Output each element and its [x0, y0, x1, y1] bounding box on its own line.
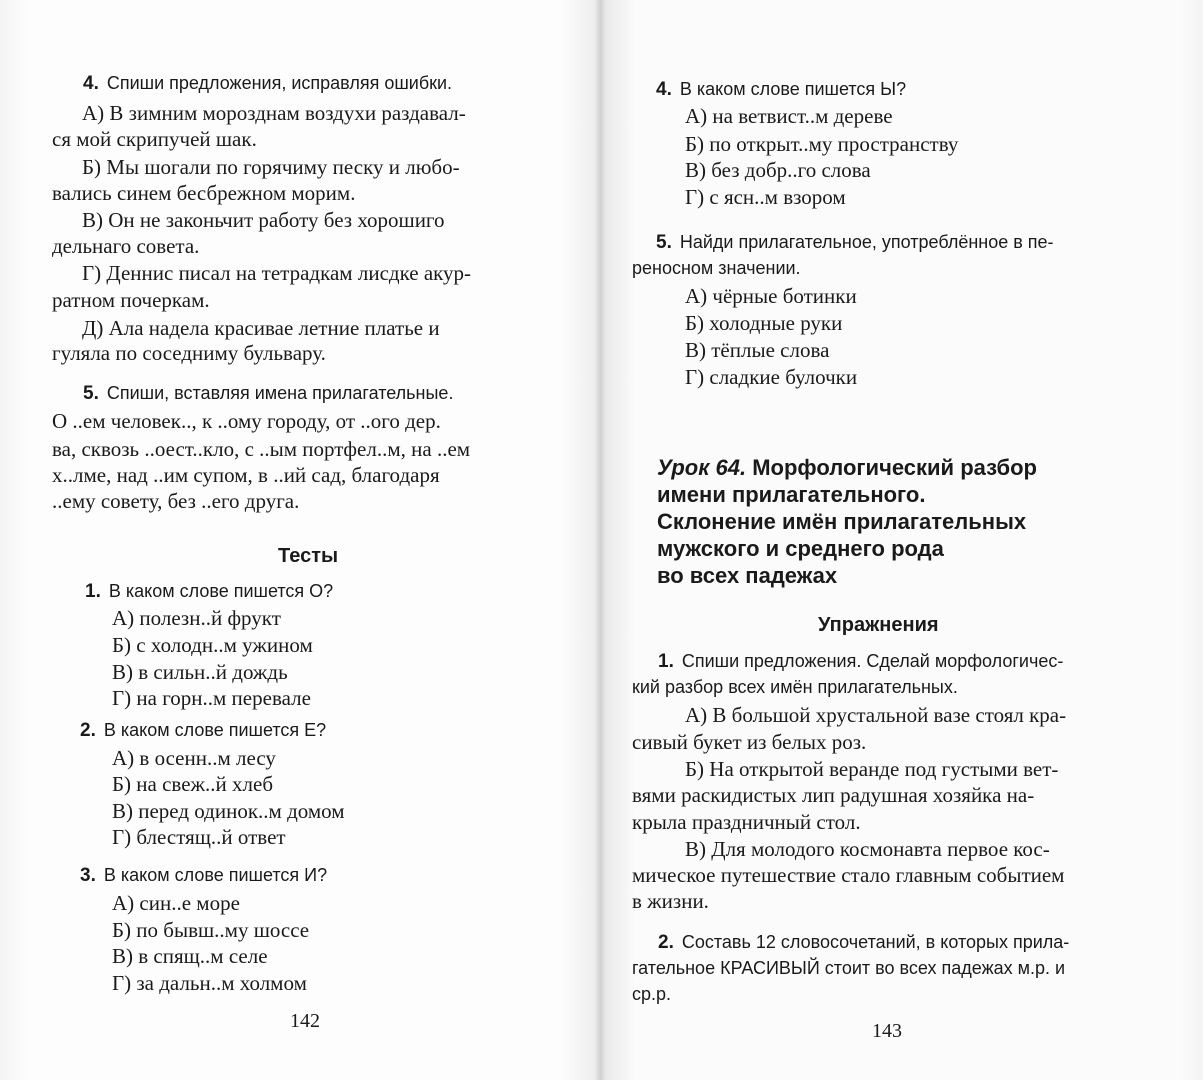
test-3-question: 3. В каком слове пишется И? — [80, 865, 328, 886]
exercise-2-text-cont: ср.р. — [632, 984, 672, 1004]
exercise-1-line: мическое путешествие стало главным событием — [632, 863, 1065, 887]
test-1-option: А) полезн..й фрукт — [112, 606, 281, 630]
exercise-2-text: 2. Составь 12 словосочетаний, в которых прила- — [658, 932, 1070, 953]
exercise-2-text-cont: гательное КРАСИВЫЙ стоит во всех падежах м.р. и — [632, 958, 1066, 978]
test-1-question: 1. В каком слове пишется О? — [85, 581, 334, 602]
test-5-question-cont: реносном значении. — [632, 258, 801, 278]
exercise-1-line: сивый букет из белых роз. — [632, 730, 867, 754]
test-3-option: В) в спящ..м селе — [112, 944, 268, 968]
exercise-1-line: крыла праздничный стол. — [632, 810, 861, 834]
left-page — [0, 0, 600, 1080]
test-2-question: 2. В каком слове пишется Е? — [80, 720, 327, 741]
page-number: 143 — [872, 1020, 902, 1042]
exercise-4-line: ся мой скрипучей шак. — [52, 127, 257, 151]
exercise-4-line: Д) Ала надела красивае летние платье и — [82, 316, 440, 340]
exercise-5-line: ..ему совету, без ..его друга. — [52, 489, 300, 513]
test-1-option: В) в сильн..й дождь — [112, 660, 288, 684]
exercise-1-line: в жизни. — [632, 889, 709, 913]
exercise-4-line: гуляла по соседниму бульвару. — [52, 341, 326, 365]
test-4-option: Г) с ясн..м взором — [685, 185, 846, 209]
test-3-option: Г) за дальн..м холмом — [112, 971, 307, 995]
test-4-question: 4. В каком слове пишется Ы? — [656, 79, 907, 100]
tests-heading: Тесты — [278, 545, 339, 567]
exercise-4-line: Г) Деннис писал на тетрадкам лисдке акур- — [82, 261, 472, 285]
exercise-4-line: Б) Мы шогали по горячиму песку и любо- — [82, 155, 460, 179]
book-gutter — [594, 0, 606, 1080]
test-5-option: В) тёплые слова — [685, 338, 830, 362]
test-1-option: Г) на горн..м перевале — [112, 686, 311, 710]
test-5-option: А) чёрные ботинки — [685, 284, 857, 308]
exercise-5-line: О ..ем человек.., к ..ому городу, от ..ого дер. — [52, 409, 441, 433]
test-3-option: А) син..е море — [112, 891, 240, 915]
page-number: 142 — [290, 1010, 320, 1032]
lesson-label: Урок 64. — [657, 455, 747, 480]
exercise-1-line: Б) На открытой веранде под густыми вет- — [685, 757, 1059, 781]
exercise-4-line: вались синем бесбрежном морим. — [52, 181, 356, 205]
test-4-option: В) без добр..го слова — [685, 158, 871, 182]
test-4-option: А) на ветвист..м дереве — [685, 104, 893, 128]
test-5-option: Г) сладкие булочки — [685, 365, 858, 389]
test-2-option: В) перед одинок..м домом — [112, 799, 345, 823]
test-1-option: Б) с холодн..м ужином — [112, 633, 313, 657]
exercise-4-line: А) В зимним морозднам воздухи раздавал- — [82, 101, 466, 125]
test-5-question: 5. Найди прилагательное, употреблённое в пе- — [656, 232, 1054, 253]
exercise-4-line: В) Он не законьчит работу без хорошиго — [82, 208, 445, 232]
test-4-option: Б) по открыт..му пространству — [685, 132, 959, 156]
exercise-1-title: 1. Спиши предложения. Сделай морфологичес- — [658, 651, 1064, 672]
test-2-option: Г) блестящ..й ответ — [112, 825, 286, 849]
exercise-5-line: ва, сквозь ..оест..кло, с ..ым портфел..м, на ..ем — [52, 437, 471, 461]
exercise-1-line: А) В большой хрустальной вазе стоял кра- — [685, 703, 1067, 727]
exercise-4-line: ратном почеркам. — [52, 288, 210, 312]
exercise-1-line: В) Для молодого космонавта первое кос- — [685, 837, 1050, 861]
test-2-option: А) в осенн..м лесу — [112, 746, 276, 770]
exercise-1-line: вями раскидистых лип радушная хозяйка на- — [632, 783, 1035, 807]
exercise-4-title: 4. Спиши предложения, исправляя ошибки. — [83, 73, 453, 94]
exercise-5-title: 5. Спиши, вставляя имена прилагательные. — [83, 383, 454, 404]
right-page — [600, 0, 1203, 1080]
test-2-option: Б) на свеж..й хлеб — [112, 772, 274, 796]
exercise-4-line: дельнаго совета. — [52, 234, 200, 258]
lesson-title: Урок 64. Морфологический разбор имени прилагательного. Склонение имён прилагательных мужского и среднего рода во всех падежах — [657, 455, 1037, 588]
exercise-5-line: х..лме, над ..им супом, в ..ий сад, благодаря — [52, 463, 440, 487]
exercises-heading: Упражнения — [818, 614, 939, 636]
exercise-1-title-cont: кий разбор всех имён прилагательных. — [632, 677, 958, 697]
test-5-option: Б) холодные руки — [685, 311, 843, 335]
test-3-option: Б) по бывш..му шоссе — [112, 918, 310, 942]
